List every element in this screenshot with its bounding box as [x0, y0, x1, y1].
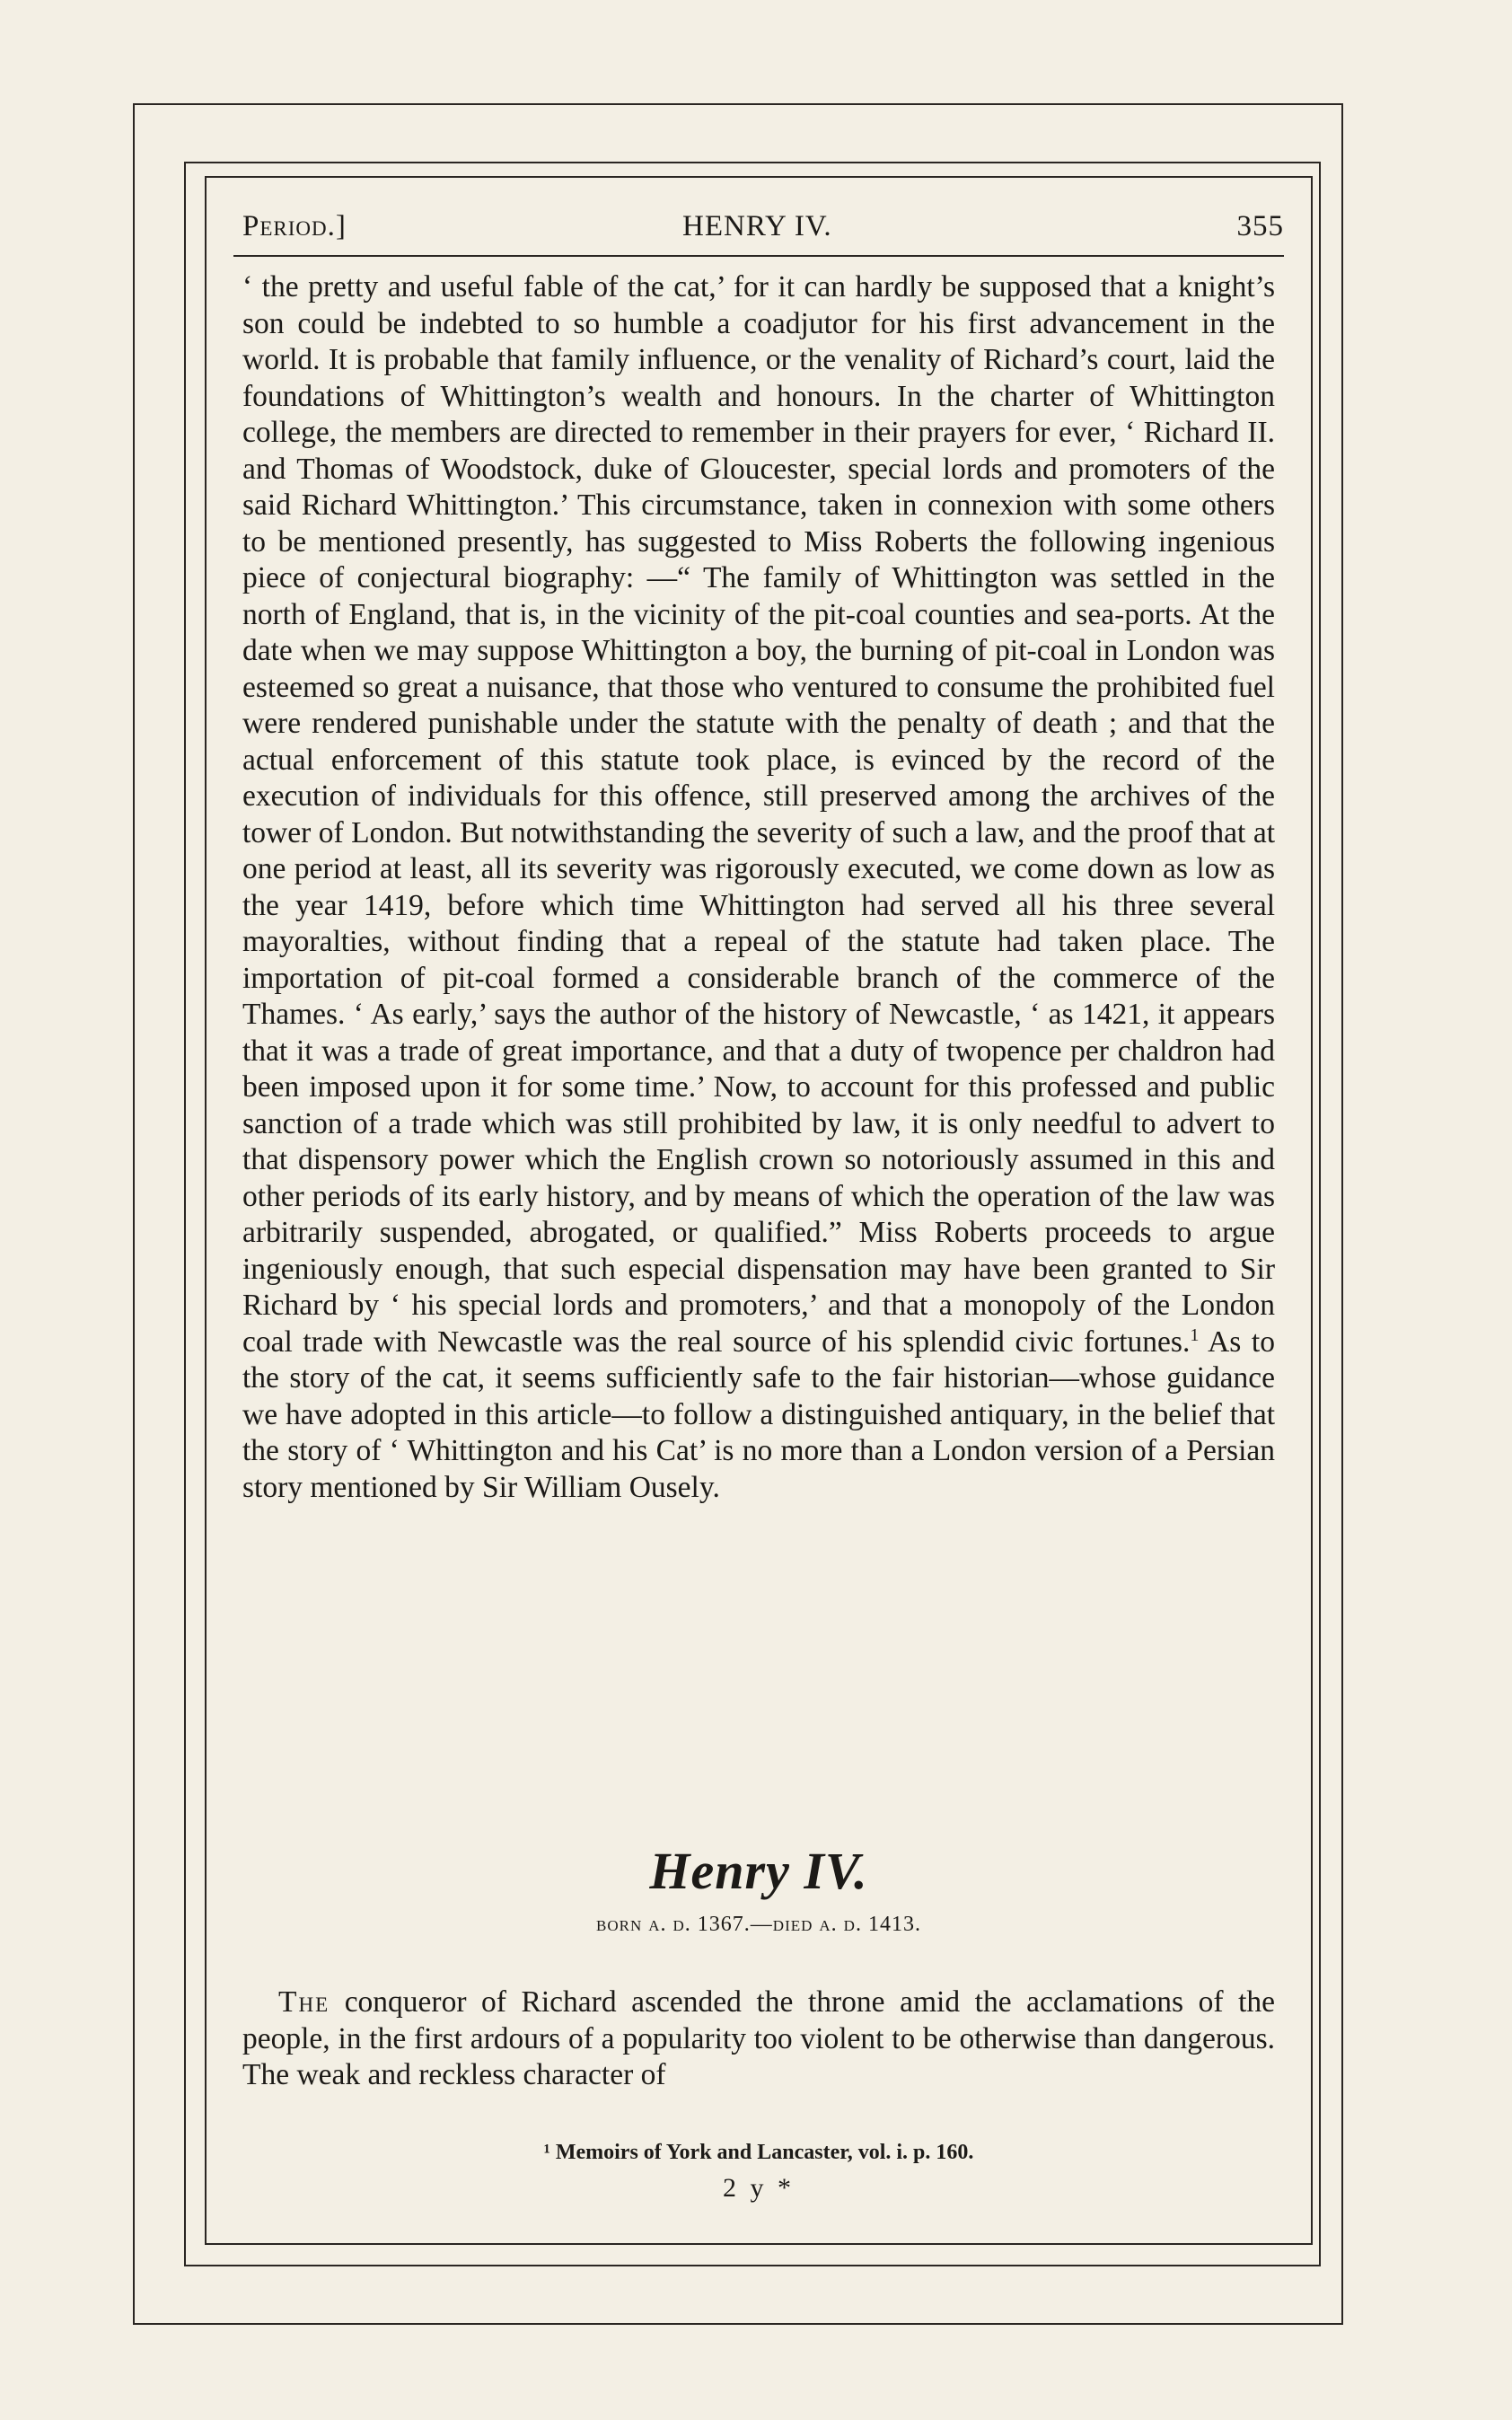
header-rule [233, 255, 1284, 257]
running-head-section: Period.] [242, 210, 347, 242]
running-head [242, 203, 1302, 248]
intro-text: conqueror of Richard ascended the throne amid the acclamations of the people, in the first ardours of a popularity too violent to be otherwise than dangerous. The weak and reckless character of [242, 1985, 1275, 2091]
body-paragraph [242, 269, 1275, 1506]
body-paragraph-part-1: ‘ the pretty and useful fable of the cat,’ for it can hardly be supposed that a knight’s son could be indebted to so humble a coadjutor for his first advancement in the world. It is probable that family influence, or the venality of Richard’s court, laid the foundations of Whittington’s wealth and honours. In the charter of Whittington college, the members are directed to remember in their prayers for ever, ‘ Richard II. and Thomas of Woodstock, duke of Gloucester, special lords and promoters of the said Richard Whittington.’ This circumstance, taken in connexion with some others to be mentioned presently, has suggested to Miss Roberts the following ingenious piece of conjectural biography: —“ The family of Whittington was settled in the north of England, that is, in the vicinity of the pit-coal counties and sea-ports. At the date when we may suppose Whittington a boy, the burning of pit-coal in London was esteemed so great a nuisance, that those who ventured to consume the prohibited fuel were rendered punishable under the statute with the penalty of death ; and that the actual enforcement of this statute took place, is evinced by the record of the execution of individuals for this offence, still preserved among the archives of the tower of London. But notwithstanding the severity of such a law, and the proof that at one period at least, all its severity was rigorously executed, we come down as low as the year 1419, before which time Whittington had served all his three several mayoralties, without finding that a repeal of the statute had taken place. The importation of pit-coal formed a considerable branch of the commerce of the Thames. ‘ As early,’ says the author of the history of Newcastle, ‘ as 1421, it appears that it was a trade of great importance, and that a duty of twopence per chaldron had been imposed upon it for some time.’ Now, to account for this professed and public sanction of a trade which was still prohibited by law, it is only needful to advert to that dispensory power which the English crown so notoriously assumed in this and other periods of its early history, and by means of which the operation of the law was arbitrarily suspended, abrogated, or qualified.” Miss Roberts proceeds to argue ingeniously enough, that such especial dispensation may have been granted to Sir Richard by ‘ his special lords and promoters,’ and that a monopoly of the London coal trade with Newcastle was the real source of his splendid civic fortunes. [242, 270, 1275, 1359]
footnote: ¹ Memoirs of York and Lancaster, vol. i. p. 160. [543, 2141, 974, 2164]
section-title: Henry IV. [649, 1842, 868, 1900]
body-text [242, 269, 1275, 1506]
printer-signature: 2 y * [723, 2173, 795, 2203]
running-head-title: HENRY IV. [682, 210, 832, 242]
page-number: 355 [1236, 210, 1284, 242]
footnote-marker: 1 [1190, 1324, 1200, 1345]
section-intro [242, 1984, 1275, 2094]
body-paragraph-part-2: As to the story of the cat, it seems sufficiently safe to the fair historian—whose guidance we have adopted in this article—to follow a distinguished antiquary, in the belief that the story of ‘ Whittington and his Cat’ is no more than a London version of a Persian story mentioned by Sir William Ousely. [242, 1324, 1275, 1504]
intro-lead-word: The [278, 1985, 330, 2019]
life-dates: born a. d. 1367.—died a. d. 1413. [596, 1913, 921, 1936]
